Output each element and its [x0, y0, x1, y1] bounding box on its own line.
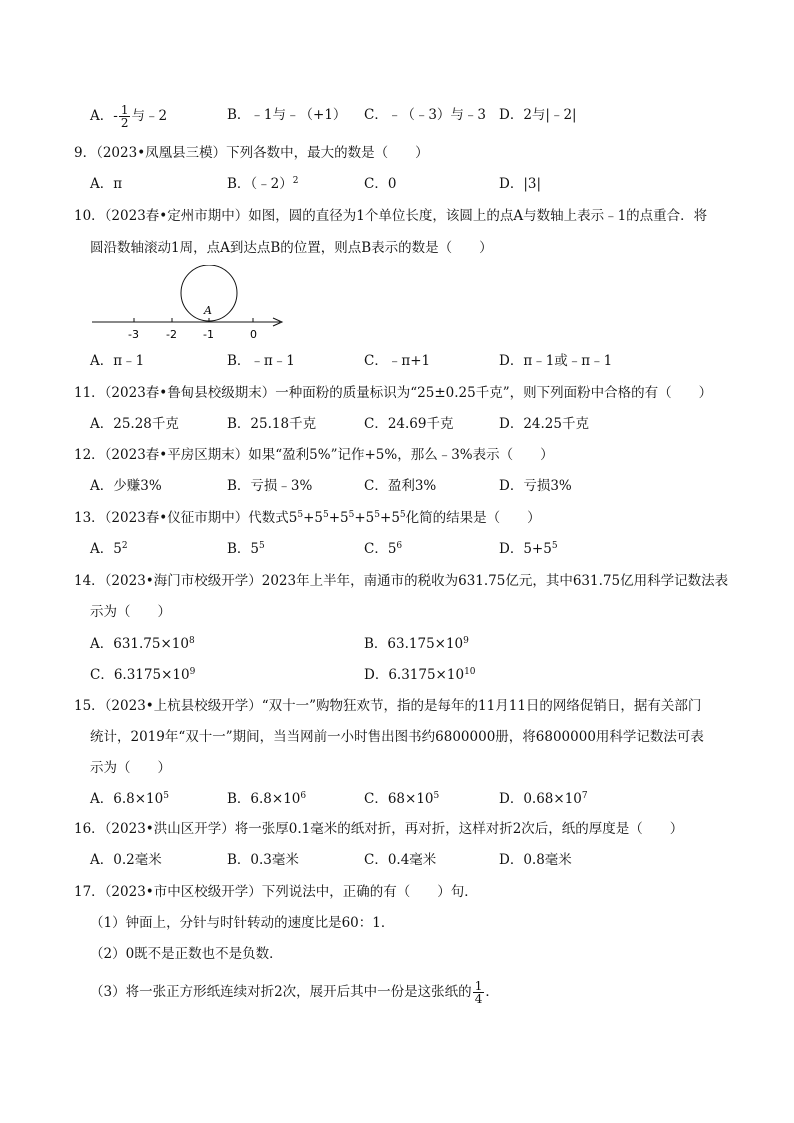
tick-label: -2 [166, 328, 177, 341]
q14-stem-line1: 14．（2023•海门市校级开学）2023年上半年，南通市的税收为631.75亿元，其中631.75亿用科学记数法表 [74, 573, 729, 589]
q10-option-a: A．π﹣1 [90, 353, 145, 369]
q8-option-d: D．2与|﹣2| [499, 107, 577, 123]
q9-option-a: A．π [90, 176, 123, 192]
q16-options [0, 849, 794, 871]
tick-label: -3 [128, 328, 139, 341]
q15-stem-line3: 示为（ ） [90, 760, 171, 776]
number-line-figure [88, 265, 298, 345]
point-a-label: A [204, 304, 212, 317]
q12-option-d: D．亏损3% [499, 478, 572, 494]
q12-option-b: B．亏损﹣3% [227, 478, 313, 494]
q13-options [0, 538, 794, 560]
tick-label: 0 [250, 328, 257, 341]
q14-option-a: A．$631.75\times 10^8$ [90, 636, 195, 652]
q14-option-b: B．$63.175\times 10^9$ [364, 636, 469, 652]
q11-option-d: D．24.25千克 [499, 416, 589, 432]
q15-options [0, 788, 794, 810]
fraction: $\frac{1}{2}$ [120, 103, 129, 130]
q10-options [0, 350, 794, 372]
q15-stem-line1: 15．（2023•上杭县校级开学）“双十一”购物狂欢节，指的是每年的11月11日的网络促销日，据有关部门 [74, 698, 702, 714]
q11-stem: 11．（2023春•鲁甸县校级期末）一种面粉的质量标识为“25±0.25千克”，则下列面粉中合格的有（ ） [74, 385, 713, 401]
fraction: $\frac{1}{4}$ [474, 979, 483, 1006]
q17-statement-1: （1）钟面上，分针与时针转动的速度比是60：1． [90, 915, 395, 931]
q11-option-a: A．25.28千克 [90, 416, 179, 432]
q14-option-d: D．$6.3175\times 10^{10}$ [364, 667, 476, 683]
q16-option-d: D．0.8毫米 [499, 852, 572, 868]
q16-option-a: A．0.2毫米 [90, 852, 162, 868]
q8-option-a: A．- $\frac{1}{2}$ 与﹣2 [90, 103, 168, 130]
q10-stem-line2: 圆沿数轴滚动1周，点A到达点B的位置，则点B表示的数是（ ） [90, 240, 493, 256]
q15-stem-line2: 统计，2019年“双十一”期间，当当网前一小时售出图书约6800000册，将6800000用科学记数法可表 [90, 729, 704, 745]
q15-option-c: C．$68\times 10^5$ [364, 791, 440, 807]
power-term: $5^5$ [288, 510, 304, 526]
q8-option-b: B．﹣1与﹣（+1） [227, 107, 347, 123]
q12-option-c: C．盈利3% [364, 478, 437, 494]
q12-option-a: A．少赚3% [90, 478, 162, 494]
q16-stem: 16．（2023•洪山区开学）将一张厚0.1毫米的纸对折，再对折，这样对折2次后，纸的厚度是（ ） [74, 821, 684, 837]
q13-option-b: B．$5^5$ [227, 541, 265, 557]
q15-option-d: D．$0.68\times 10^7$ [499, 791, 588, 807]
q10-option-d: D．π﹣1或﹣π﹣1 [499, 353, 613, 369]
q14-stem-line2: 示为（ ） [90, 604, 171, 620]
q10-option-c: C．﹣π+1 [364, 353, 431, 369]
power-term: $5^5$ [340, 510, 355, 526]
q17-stem: 17．（2023•市中区校级开学）下列说法中，正确的有（ ）句． [74, 884, 478, 900]
q13-option-a: A．$5^2$ [90, 541, 128, 557]
q11-option-b: B．25.18千克 [227, 416, 317, 432]
q9-option-b: B．（﹣2）$^2$ [227, 176, 299, 192]
q8-option-c: C．﹣（﹣3）与﹣3 [364, 107, 487, 123]
q12-stem: 12．（2023春•平房区期末）如果“盈利5%”记作+5%，那么﹣3%表示（ ） [74, 447, 554, 463]
q15-option-b: B．$6.8\times 10^6$ [227, 791, 307, 807]
q15-option-a: A．$6.8\times 10^5$ [90, 791, 169, 807]
q17-statement-2: （2）0既不是正数也不是负数． [90, 946, 283, 962]
q11-options [0, 413, 794, 435]
power-term: $5^5$ [314, 510, 329, 526]
q8-options [0, 103, 794, 130]
power-term: $5^5$ [391, 510, 406, 526]
q10-stem-line1: 10．（2023春•定州市期中）如图，圆的直径为1个单位长度，该圆上的点A与数轴上表示﹣1的点重合．将 [74, 208, 708, 224]
q9-option-d: D．|3| [499, 176, 542, 192]
q17-statement-3: （3）将一张正方形纸连续对折2次，展开后其中一份是这张纸的 $\frac{1}{4}$ ． [90, 979, 499, 1006]
q13-option-d: D．$5+5^5$ [499, 541, 558, 557]
q13-option-c: C．$5^6$ [364, 541, 403, 557]
q9-option-c: C．0 [364, 176, 397, 192]
q14-options-row2 [0, 664, 794, 686]
power-term: $5^5$ [365, 510, 380, 526]
q16-option-c: C．0.4毫米 [364, 852, 437, 868]
q11-option-c: C．24.69千克 [364, 416, 454, 432]
q14-option-c: C．$6.3175\times 10^9$ [90, 667, 196, 683]
q9-stem: 9．（2023•凤凰县三模）下列各数中，最大的数是（ ） [74, 145, 429, 161]
q9-options [0, 173, 794, 195]
q16-option-b: B．0.3毫米 [227, 852, 299, 868]
q14-options-row1 [0, 633, 794, 655]
q13-stem: 13．（2023春•仪征市期中）代数式$5^5+5^5+5^5+5^5+5^5$化简的结果是（ ） [74, 510, 541, 526]
q10-option-b: B．﹣π﹣1 [227, 353, 295, 369]
q12-options [0, 475, 794, 497]
tick-label: -1 [203, 328, 214, 341]
